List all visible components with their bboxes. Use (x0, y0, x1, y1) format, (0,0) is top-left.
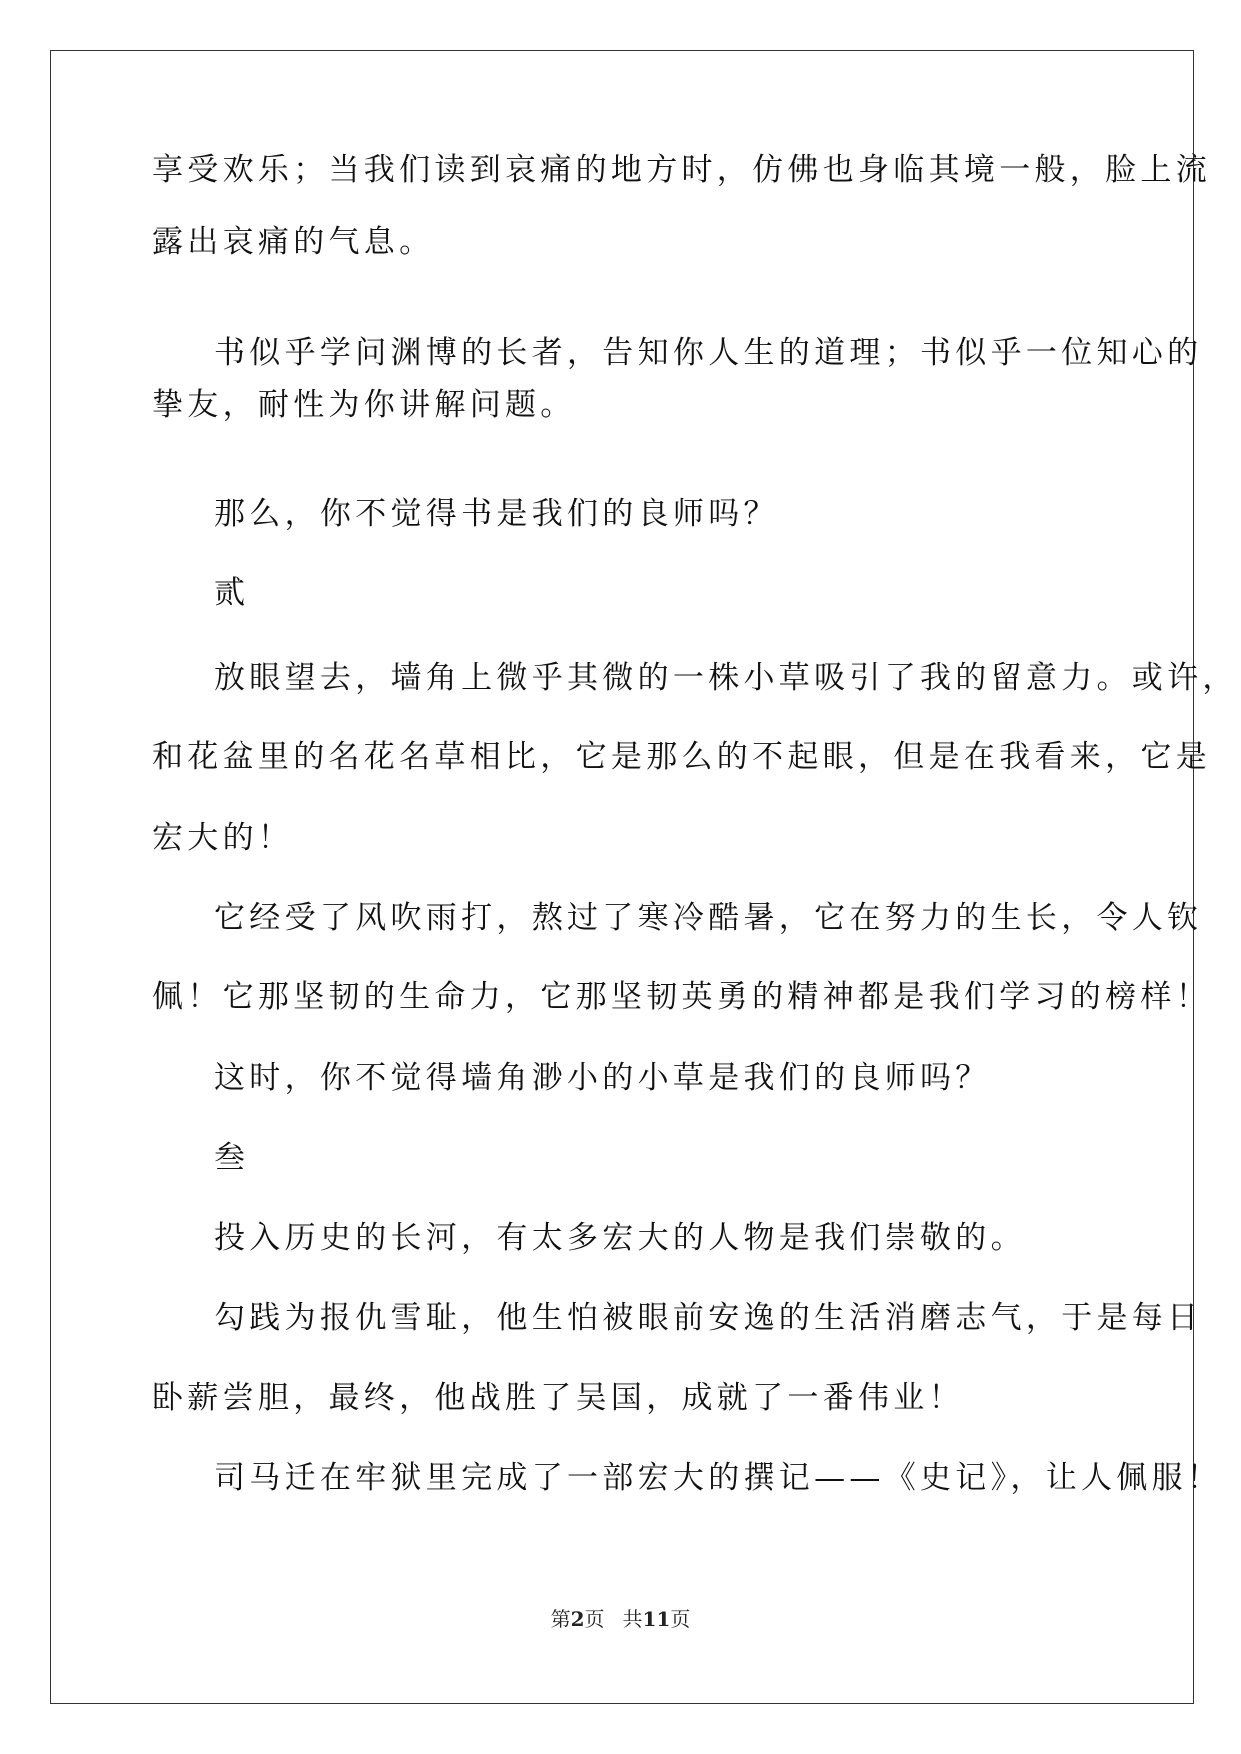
text-line: 享受欢乐；当我们读到哀痛的地方时，仿佛也身临其境一般，脸上流 (152, 152, 1211, 188)
footer-total-pages: 11 (642, 1607, 671, 1631)
text-line: 佩！它那坚韧的生命力，它那坚韧英勇的精神都是我们学习的榜样！ (152, 979, 1211, 1015)
page-footer (0, 1606, 1241, 1632)
section-heading: 叁 (214, 1140, 250, 1176)
text-line: 投入历史的长河，有太多宏大的人物是我们崇敬的。 (214, 1220, 1026, 1256)
text-line: 放眼望去，墙角上微乎其微的一株小草吸引了我的留意力。或许， (214, 660, 1238, 696)
text-line: 这时，你不觉得墙角渺小的小草是我们的良师吗？ (214, 1060, 991, 1096)
footer-total-prefix: 共 (622, 1607, 643, 1631)
text-line: 书似乎学问渊博的长者，告知你人生的道理；书似乎一位知心的 (214, 335, 1203, 371)
page-border (50, 50, 1194, 1704)
text-line: 那么，你不觉得书是我们的良师吗？ (214, 496, 779, 532)
text-line: 它经受了风吹雨打，熬过了寒冷酷暑，它在努力的生长，令人钦 (214, 900, 1203, 936)
footer-page-number: 2 (570, 1607, 585, 1631)
text-line: 卧薪尝胆，最终，他战胜了吴国，成就了一番伟业！ (152, 1380, 964, 1416)
section-heading: 贰 (214, 575, 250, 611)
text-line: 宏大的！ (152, 820, 294, 856)
text-line: 和花盆里的名花名草相比，它是那么的不起眼，但是在我看来，它是 (152, 739, 1211, 775)
text-line: 挚友，耐性为你讲解问题。 (152, 387, 576, 423)
footer-total-suffix: 页 (670, 1607, 691, 1631)
text-line: 勾践为报仇雪耻，他生怕被眼前安逸的生活消磨志气，于是每日 (214, 1300, 1203, 1336)
text-line: 司马迁在牢狱里完成了一部宏大的撰记——《史记》，让人佩服！ (214, 1460, 1223, 1496)
footer-page-prefix: 第 (550, 1607, 571, 1631)
footer-page-suffix: 页 (584, 1607, 605, 1631)
text-line: 露出哀痛的气息。 (152, 224, 435, 260)
